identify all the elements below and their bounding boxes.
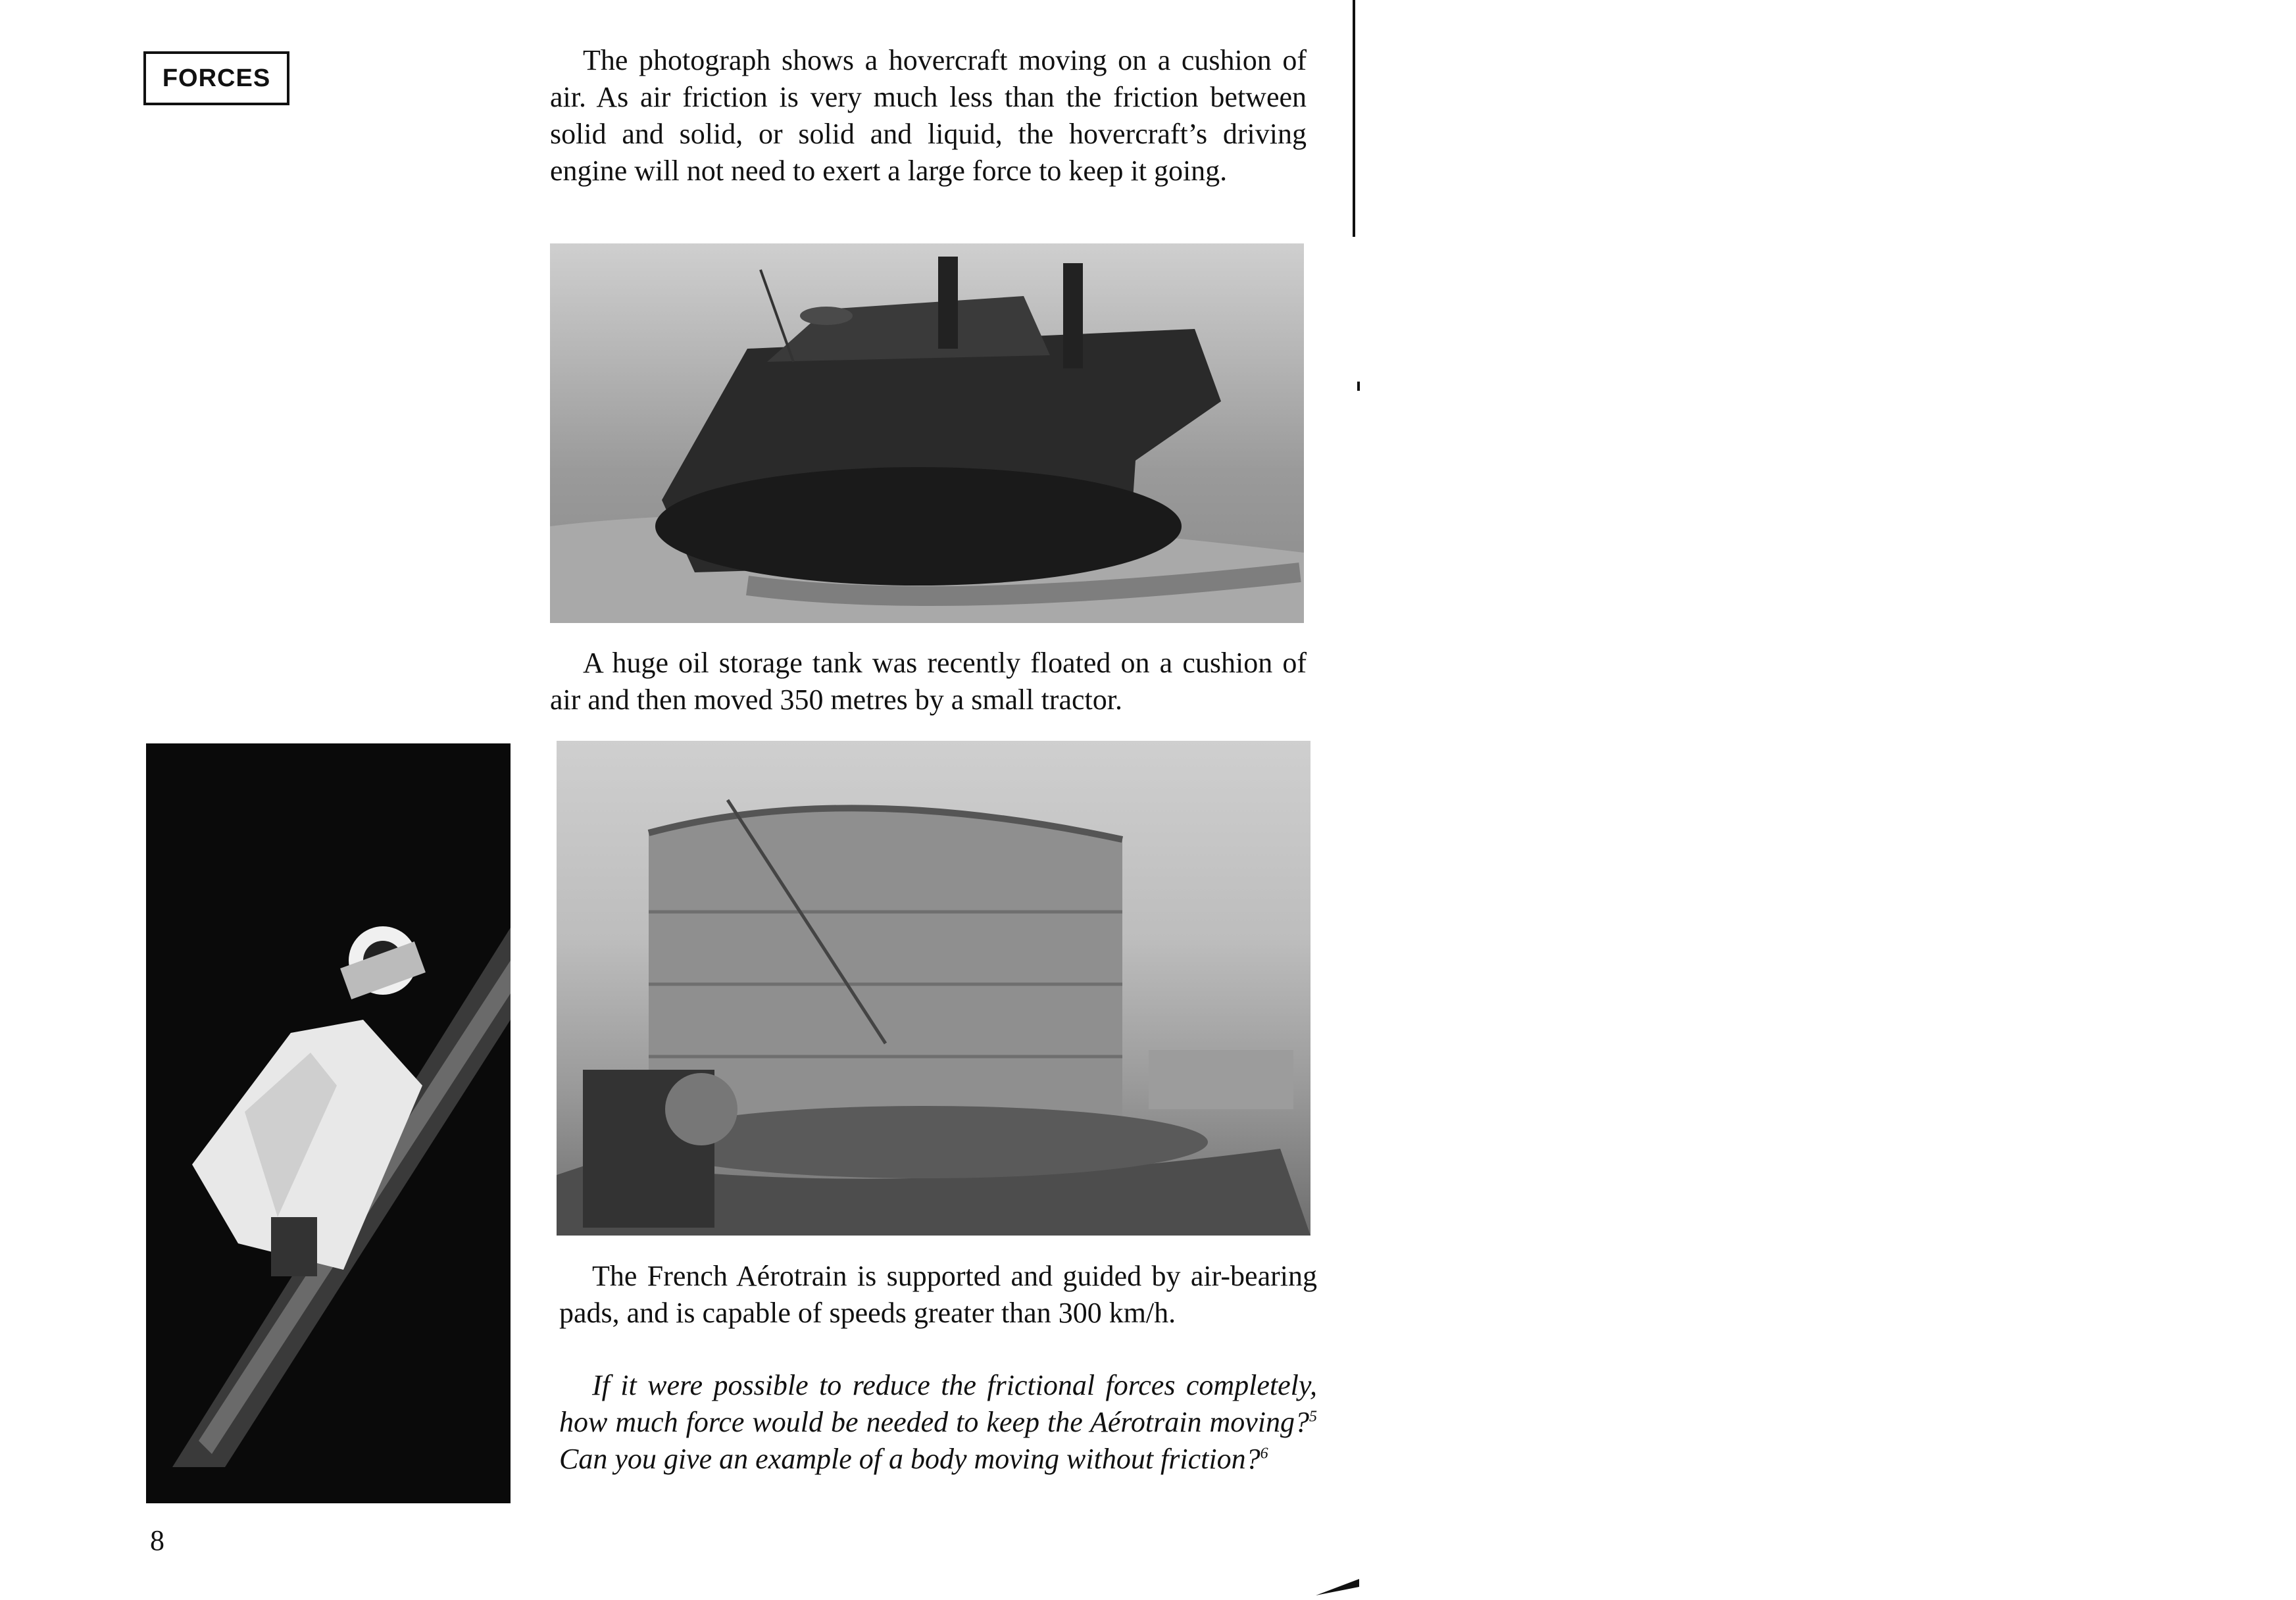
aerotrain-photo [146,743,511,1503]
page-edge-wedge [1316,1579,1362,1599]
question-text-2: Can you give an example of a body moving without friction? [559,1443,1260,1475]
question-footnote-ref-1: 5 [1309,1408,1317,1426]
oil-tank-photo [557,741,1310,1236]
hovercraft-paragraph: The photograph shows a hovercraft moving on a cushion of air. As air friction is very much less than the friction between solid and solid, or solid and liquid, the hovercraft’s driving engine will not need to exert a large force to keep it going. [550,44,1307,187]
page-edge-line [1353,0,1355,237]
aerotrain-paragraph: The French Aérotrain is supported and guided by air-bearing pads, and is capable of speeds greater than 300 km/h. [559,1260,1317,1329]
section-tag: FORCES [143,51,289,105]
question-footnote-ref-2: 6 [1260,1445,1268,1462]
question-text-1: If it were possible to reduce the frictional forces completely, how much force would be needed to keep the Aérotrain moving? [559,1369,1317,1438]
hovercraft-photo [550,243,1304,623]
aerotrain-question [559,1367,1317,1478]
page-number: 8 [150,1524,164,1557]
page-edge-mark [1357,382,1360,391]
oil-tank-paragraph: A huge oil storage tank was recently floated on a cushion of air and then moved 350 metres by a small tractor. [550,647,1307,716]
